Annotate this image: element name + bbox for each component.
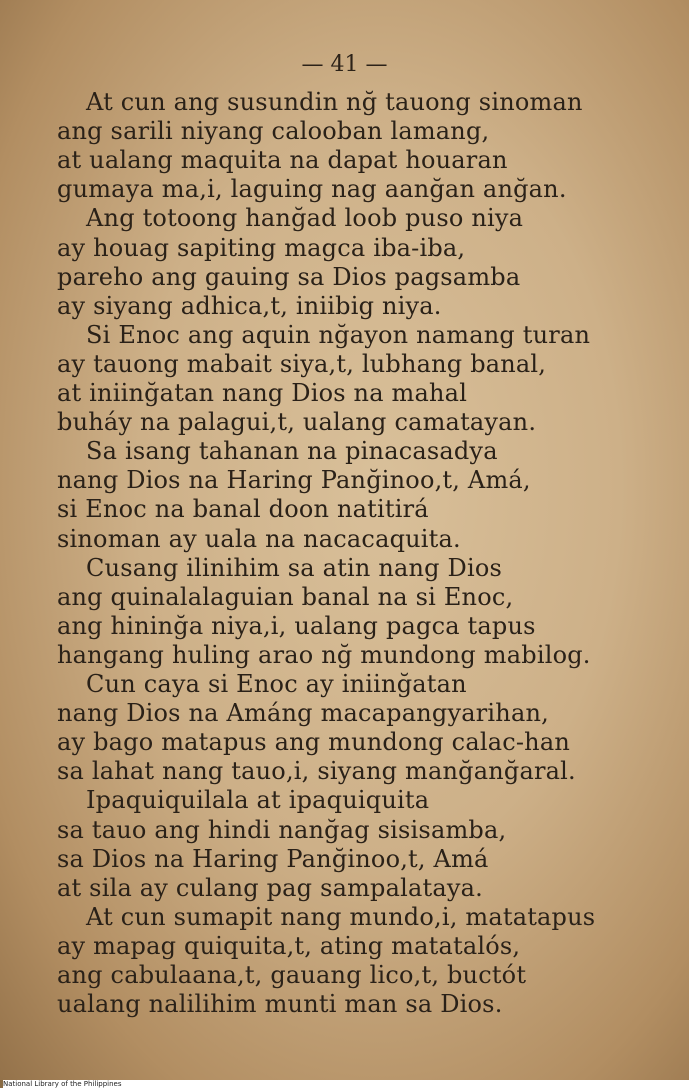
poem-line: sa lahat nang tauo,i, siyang manğanğaral. <box>57 757 576 786</box>
poem-line: gumaya ma,i, laguing nag aanğan anğan. <box>57 175 567 204</box>
poem-line: Ang totoong hanğad loob puso niya <box>86 204 524 233</box>
poem-line: At cun ang susundin nğ tauong sinoman <box>86 88 583 116</box>
poem-line: Cun caya si Enoc ay iniinğatan <box>86 670 467 698</box>
poem-line: Cusang ilinihim sa atin nang Dios <box>86 553 503 582</box>
poem-line: At cun sumapit nang mundo,i, matatapus <box>86 902 596 931</box>
poem-line: sa tauo ang hindi nanğag sisisamba, <box>57 815 507 844</box>
poem-line: ay mapag quiquita,t, ating matatalós, <box>57 931 521 960</box>
footer-credit: National Library of the Philippines <box>3 1080 689 1088</box>
poem-line: si Enoc na banal doon natitirá <box>57 495 429 524</box>
poem-line: Sa isang tahanan na pinacasadya <box>86 437 498 466</box>
poem-line: hangang huling arao nğ mundong mabilog. <box>57 640 591 669</box>
poem-line: ay bago matapus ang mundong calac-han <box>57 728 570 757</box>
poem-line: Si Enoc ang aquin nğayon namang turan <box>86 320 591 349</box>
poem-line: ualang nalilihim munti man sa Dios. <box>57 990 503 1019</box>
poem-line: sinoman ay uala na nacacaquita. <box>57 524 461 553</box>
poem-line: sa Dios na Haring Panğinoo,t, Amá <box>57 844 489 873</box>
poem-line: ang cabulaana,t, gauang lico,t, buctót <box>57 961 527 989</box>
poem-line: nang Dios na Haring Panğinoo,t, Amá, <box>57 466 531 495</box>
poem-line: ay houag sapiting magca iba-iba, <box>57 233 466 262</box>
poem-line: at iniinğatan nang Dios na mahal <box>57 379 468 407</box>
poem-line: at sila ay culang pag sampalataya. <box>57 873 483 902</box>
poem-line: ay siyang adhica,t, iniibig niya. <box>57 291 442 320</box>
poem-line: at ualang maquita na dapat houaran <box>57 146 508 175</box>
poem-line: ang sarili niyang calooban lamang, <box>57 117 490 146</box>
poem-line: ang quinalalaguian banal na si Enoc, <box>57 582 514 611</box>
poem-line: Ipaquiquilala at ipaquiquita <box>86 786 430 815</box>
poem-line: pareho ang gauing sa Dios pagsamba <box>57 262 521 291</box>
page-number: — 41 — <box>301 52 388 77</box>
poem-line: ay tauong mabait siya,t, lubhang banal, <box>57 349 547 378</box>
poem-line: ang hininğa niya,i, ualang pagca tapus <box>57 611 536 640</box>
poem-line: nang Dios na Amáng macapangyarihan, <box>57 699 549 728</box>
poem-line: buháy na palagui,t, ualang camatayan. <box>57 408 537 437</box>
